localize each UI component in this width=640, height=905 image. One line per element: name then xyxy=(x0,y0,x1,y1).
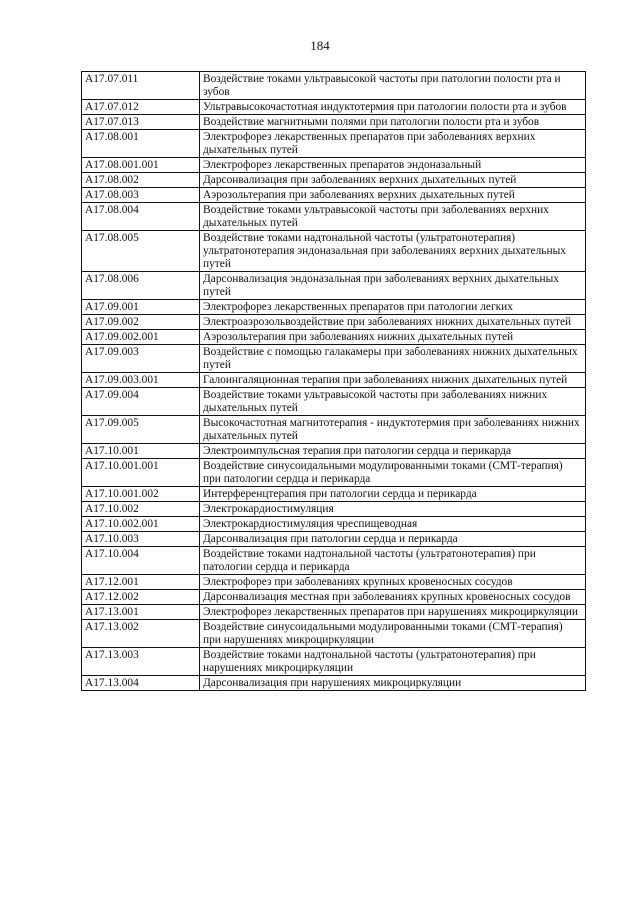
table-row xyxy=(82,231,586,272)
table-row xyxy=(82,459,586,487)
procedure-code: A17.08.003 xyxy=(82,188,200,203)
procedure-code: A17.08.005 xyxy=(82,231,200,272)
procedure-code: A17.07.012 xyxy=(82,100,200,115)
table-row xyxy=(82,188,586,203)
procedure-name: Воздействие с помощью галакамеры при заболеваниях нижних дыхательных путей xyxy=(200,345,586,373)
procedure-code: A17.09.002 xyxy=(82,315,200,330)
procedure-name: Электрофорез лекарственных препаратов при патологии легких xyxy=(200,300,586,315)
procedure-name: Дарсонвализация при нарушениях микроциркуляции xyxy=(200,676,586,691)
procedure-code: A17.09.002.001 xyxy=(82,330,200,345)
procedure-name: Электрокардиостимуляция чреспищеводная xyxy=(200,517,586,532)
procedure-code: A17.12.002 xyxy=(82,590,200,605)
procedure-code: A17.10.002.001 xyxy=(82,517,200,532)
procedure-name: Аэрозольтерапия при заболеваниях нижних дыхательных путей xyxy=(200,330,586,345)
table-row xyxy=(82,115,586,130)
procedure-code: A17.09.004 xyxy=(82,388,200,416)
procedure-code: A17.10.003 xyxy=(82,532,200,547)
procedure-name: Воздействие токами ультравысокой частоты при заболеваниях нижних дыхательных путей xyxy=(200,388,586,416)
procedure-name: Воздействие токами ультравысокой частоты при заболеваниях верхних дыхательных путей xyxy=(200,203,586,231)
procedure-name: Галоингаляционная терапия при заболеваниях нижних дыхательных путей xyxy=(200,373,586,388)
table-row xyxy=(82,100,586,115)
table-row xyxy=(82,130,586,158)
page-number: 184 xyxy=(310,38,330,53)
table-row xyxy=(82,502,586,517)
procedure-name: Воздействие синусоидальными модулированными токами (СМТ-терапия) при нарушениях микроциркуляции xyxy=(200,620,586,648)
procedure-code: A17.13.003 xyxy=(82,648,200,676)
procedure-name: Воздействие токами надтональной частоты (ультратонотерапия) при нарушениях микроциркуляции xyxy=(200,648,586,676)
procedure-name: Дарсонвализация при заболеваниях верхних дыхательных путей xyxy=(200,173,586,188)
table-row xyxy=(82,203,586,231)
procedure-code: A17.10.001 xyxy=(82,444,200,459)
table-row xyxy=(82,590,586,605)
table-row xyxy=(82,487,586,502)
procedure-name: Высокочастотная магнитотерапия - индуктотермия при заболеваниях нижних дыхательных путей xyxy=(200,416,586,444)
procedure-name: Воздействие токами надтональной частоты (ультратонотерапия) при патологии сердца и перикарда xyxy=(200,547,586,575)
table-row xyxy=(82,72,586,100)
table-row xyxy=(82,605,586,620)
table-row xyxy=(82,648,586,676)
table-body xyxy=(82,72,586,691)
table-row xyxy=(82,330,586,345)
table-row xyxy=(82,444,586,459)
procedure-name: Электрофорез лекарственных препаратов эндоназальный xyxy=(200,158,586,173)
procedure-code: A17.08.001.001 xyxy=(82,158,200,173)
procedure-code: A17.13.004 xyxy=(82,676,200,691)
table-row xyxy=(82,158,586,173)
procedure-name: Электрофорез при заболеваниях крупных кровеносных сосудов xyxy=(200,575,586,590)
table-row xyxy=(82,575,586,590)
procedure-code: A17.08.001 xyxy=(82,130,200,158)
procedure-code: A17.08.002 xyxy=(82,173,200,188)
procedure-name: Ультравысокочастотная индуктотермия при патологии полости рта и зубов xyxy=(200,100,586,115)
procedure-code: A17.13.002 xyxy=(82,620,200,648)
procedure-code: A17.07.013 xyxy=(82,115,200,130)
procedure-name: Электрокардиостимуляция xyxy=(200,502,586,517)
procedure-code: A17.09.003.001 xyxy=(82,373,200,388)
procedure-code: A17.13.001 xyxy=(82,605,200,620)
procedure-name: Дарсонвализация местная при заболеваниях крупных кровеносных сосудов xyxy=(200,590,586,605)
procedure-code: A17.10.002 xyxy=(82,502,200,517)
procedure-code: A17.10.001.001 xyxy=(82,459,200,487)
procedure-name: Воздействие токами надтональной частоты (ультратонотерапия) ультратонотерапия эндоназальная при заболеваниях верхних дыхательных путей xyxy=(200,231,586,272)
table-row xyxy=(82,315,586,330)
procedure-name: Электроаэрозольвоздействие при заболеваниях нижних дыхательных путей xyxy=(200,315,586,330)
procedure-code: A17.08.006 xyxy=(82,272,200,300)
procedure-name: Аэрозольтерапия при заболеваниях верхних дыхательных путей xyxy=(200,188,586,203)
table-row xyxy=(82,388,586,416)
procedure-name: Воздействие магнитными полями при патологии полости рта и зубов xyxy=(200,115,586,130)
procedure-name: Интерференцтерапия при патологии сердца и перикарда xyxy=(200,487,586,502)
procedure-name: Воздействие синусоидальными модулированными токами (СМТ-терапия) при патологии сердца и перикарда xyxy=(200,459,586,487)
procedure-name: Воздействие токами ультравысокой частоты при патологии полости рта и зубов xyxy=(200,72,586,100)
procedure-code: A17.09.005 xyxy=(82,416,200,444)
procedure-code: A17.08.004 xyxy=(82,203,200,231)
table-row xyxy=(82,517,586,532)
table-row xyxy=(82,300,586,315)
procedure-code: A17.10.004 xyxy=(82,547,200,575)
table-row xyxy=(82,620,586,648)
table-row xyxy=(82,345,586,373)
procedure-name: Электроимпульсная терапия при патологии сердца и перикарда xyxy=(200,444,586,459)
procedure-code: A17.07.011 xyxy=(82,72,200,100)
table-row xyxy=(82,547,586,575)
table-row xyxy=(82,532,586,547)
procedure-name: Дарсонвализация при патологии сердца и перикарда xyxy=(200,532,586,547)
table-row xyxy=(82,272,586,300)
procedure-code-table xyxy=(81,71,586,691)
table-row xyxy=(82,416,586,444)
table-row xyxy=(82,373,586,388)
table-row xyxy=(82,173,586,188)
procedure-name: Электрофорез лекарственных препаратов при нарушениях микроциркуляции xyxy=(200,605,586,620)
procedure-code: A17.09.001 xyxy=(82,300,200,315)
procedure-code: A17.12.001 xyxy=(82,575,200,590)
procedure-code: A17.10.001.002 xyxy=(82,487,200,502)
procedure-name: Электрофорез лекарственных препаратов при заболеваниях верхних дыхательных путей xyxy=(200,130,586,158)
procedure-code: A17.09.003 xyxy=(82,345,200,373)
procedure-name: Дарсонвализация эндоназальная при заболеваниях верхних дыхательных путей xyxy=(200,272,586,300)
table-row xyxy=(82,676,586,691)
